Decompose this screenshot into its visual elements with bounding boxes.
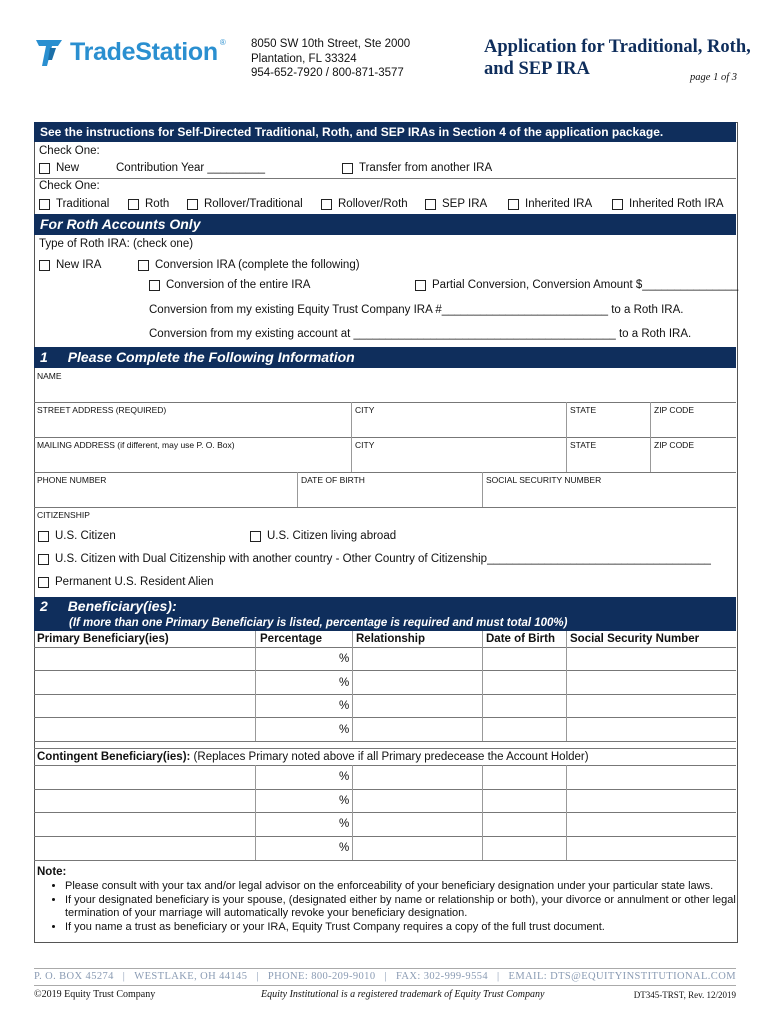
primary-percent-3[interactable]: % [339, 700, 350, 712]
note-item: • If you name a trust as beneficiary or your IRA, Equity Trust Company requires a copy of the full trust document. [65, 921, 737, 935]
section-1-heading [34, 347, 736, 368]
contingent-percent-2[interactable]: % [339, 795, 350, 807]
type-inherited-roth[interactable] [612, 198, 724, 210]
dual-citizenship-checkbox[interactable] [38, 554, 49, 565]
type-roth[interactable] [128, 198, 169, 210]
footer-sep-3: | [384, 971, 387, 982]
contingent-percent-1[interactable]: % [339, 771, 350, 783]
inherited-roth-checkbox[interactable] [612, 199, 623, 210]
contingent-label-bold: Contingent Beneficiary(ies): [37, 751, 191, 763]
footer-sep-4: | [497, 971, 500, 982]
name-field[interactable]: NAME [37, 371, 62, 381]
traditional-label: Traditional [56, 198, 110, 210]
instructions-banner: See the instructions for Self-Directed Traditional, Roth, and SEP IRAs in Section 4 of the application package. [34, 122, 736, 142]
new-ira-checkbox[interactable] [39, 260, 50, 271]
footer-sep-2: | [256, 971, 259, 982]
mailing-field[interactable]: MAILING ADDRESS (if different, may use P. O. Box) [37, 440, 235, 450]
new-option[interactable] [39, 162, 79, 174]
transfer-label: Transfer from another IRA [359, 162, 493, 174]
state-field-2[interactable]: STATE [570, 440, 597, 450]
check-one-label-1: Check One: [39, 145, 100, 157]
conversion-ira-checkbox[interactable] [138, 260, 149, 271]
traditional-checkbox[interactable] [39, 199, 50, 210]
check-one-label-2: Check One: [39, 180, 100, 192]
contingent-percent-4[interactable]: % [339, 842, 350, 854]
footer-trademark: Equity Institutional is a registered trademark of Equity Trust Company [261, 989, 545, 1000]
note-item: • If your designated beneficiary is your spouse, (designated either by name or relationship or both), your divorce or annulment or other legal termination of your marriage will automatically revoke your beneficiary designation. [65, 894, 737, 921]
page-number: page 1 of 3 [690, 72, 737, 83]
transfer-checkbox[interactable] [342, 163, 353, 174]
conversion-ira-label: Conversion IRA (complete the following) [155, 259, 360, 271]
us-citizen-label: U.S. Citizen [55, 530, 116, 542]
roth-type-label: Type of Roth IRA: (check one) [39, 238, 194, 250]
inherited-ira-label: Inherited IRA [525, 198, 593, 210]
company-address [251, 37, 410, 81]
col-primary: Primary Beneficiary(ies) [37, 633, 169, 645]
conversion-line-1[interactable]: Conversion from my existing Equity Trust Company IRA #__________________________ to a Roth IRA. [149, 304, 684, 316]
us-abroad-option[interactable] [250, 530, 396, 542]
footer-fax: FAX: 302-999-9554 [395, 971, 489, 982]
sep-ira-checkbox[interactable] [425, 199, 436, 210]
roth-label: Roth [145, 198, 170, 210]
footer-phone: PHONE: 800-209-9010 [267, 971, 376, 982]
title-line-2: and SEP IRA [484, 59, 590, 79]
resident-alien-checkbox[interactable] [38, 577, 49, 588]
contribution-year[interactable]: Contribution Year _________ [116, 162, 265, 174]
roth-conversion-ira[interactable] [138, 259, 360, 271]
footer-contact [34, 971, 736, 982]
address-line-1: 8050 SW 10th Street, Ste 2000 [251, 38, 411, 50]
conversion-entire-label: Conversion of the entire IRA [166, 279, 311, 291]
section-1-title: Please Complete the Following Information [67, 349, 355, 365]
type-traditional[interactable] [39, 198, 109, 210]
new-ira-label: New IRA [56, 259, 102, 271]
rollover-traditional-checkbox[interactable] [187, 199, 198, 210]
contingent-label [37, 751, 589, 763]
registered-mark: ® [219, 37, 226, 47]
contingent-percent-3[interactable]: % [339, 818, 350, 830]
primary-percent-2[interactable]: % [339, 677, 350, 689]
footer-po-box: P. O. BOX 45274 [34, 971, 114, 982]
us-abroad-checkbox[interactable] [250, 531, 261, 542]
resident-alien-label: Permanent U.S. Resident Alien [55, 576, 214, 588]
footer-city: WESTLAKE, OH 44145 [134, 971, 248, 982]
type-sep-ira[interactable] [425, 198, 487, 210]
section-2-title: Beneficiary(ies): [67, 598, 177, 614]
contingent-label-rest: (Replaces Primary noted above if all Primary predecease the Account Holder) [190, 751, 589, 763]
phone-numbers: 954-652-7920 / 800-871-3577 [251, 67, 404, 79]
footer-copyright: ©2019 Equity Trust Company [34, 989, 156, 1000]
conversion-line-2[interactable]: Conversion from my existing account at _________________________________________ to a Roth IRA. [149, 328, 692, 340]
title-line-1: Application for Traditional, Roth, [484, 37, 751, 57]
col-ssn: Social Security Number [570, 633, 700, 645]
roth-heading: For Roth Accounts Only [34, 214, 736, 235]
dual-citizenship-option[interactable] [38, 553, 711, 565]
dual-citizenship-label: U.S. Citizen with Dual Citizenship with another country - Other Country of Citizenship___________________________________ [55, 553, 711, 565]
section-1-number: 1 [40, 349, 48, 365]
note-item: • Please consult with your tax and/or legal advisor on the enforceability of your beneficiary designation under your particular state laws. [65, 880, 737, 894]
zip-field-1[interactable]: ZIP CODE [654, 405, 694, 415]
new-label: New [56, 162, 80, 174]
note-title: Note: [37, 866, 67, 878]
resident-alien-option[interactable] [38, 576, 214, 588]
logo [34, 36, 230, 68]
new-checkbox[interactable] [39, 163, 50, 174]
col-percentage: Percentage [260, 633, 323, 645]
transfer-option[interactable] [342, 162, 492, 174]
citizenship-label: CITIZENSHIP [37, 510, 90, 520]
footer-sep-1: | [122, 971, 126, 982]
footer-form-number: DT345-TRST, Rev. 12/2019 [633, 990, 736, 1000]
note-list [37, 880, 737, 934]
footer-email[interactable]: EMAIL: DTS@EQUITYINSTITUTIONAL.COM [508, 971, 736, 982]
primary-percent-1[interactable]: % [339, 653, 350, 665]
us-citizen-option[interactable] [38, 530, 116, 542]
col-dob: Date of Birth [486, 633, 555, 645]
ssn-field[interactable]: SOCIAL SECURITY NUMBER [486, 475, 602, 485]
section-2-heading [34, 597, 736, 631]
col-relationship: Relationship [356, 633, 426, 645]
phone-field[interactable]: PHONE NUMBER [37, 475, 107, 485]
type-inherited-ira[interactable] [508, 198, 592, 210]
section-2-number: 2 [40, 598, 48, 614]
roth-partial[interactable] [415, 279, 738, 291]
roth-conversion-entire[interactable] [149, 279, 310, 291]
sep-ira-label: SEP IRA [442, 198, 488, 210]
inherited-roth-label: Inherited Roth IRA [629, 198, 724, 210]
primary-percent-4[interactable]: % [339, 724, 350, 736]
city-field-2[interactable]: CITY [355, 440, 375, 450]
street-field[interactable]: STREET ADDRESS (REQUIRED) [37, 405, 167, 415]
city-field-1[interactable]: CITY [355, 405, 375, 415]
inherited-ira-checkbox[interactable] [508, 199, 519, 210]
zip-field-2[interactable]: ZIP CODE [654, 440, 694, 450]
dob-field[interactable]: DATE OF BIRTH [301, 475, 365, 485]
section-2-subheading: (If more than one Primary Beneficiary is listed, percentage is required and must total 100%) [69, 617, 568, 629]
rollover-traditional-label: Rollover/Traditional [204, 198, 303, 210]
roth-new-ira[interactable] [39, 259, 101, 271]
state-field-1[interactable]: STATE [570, 405, 597, 415]
partial-label: Partial Conversion, Conversion Amount $_______________ [432, 279, 739, 291]
conversion-entire-checkbox[interactable] [149, 280, 160, 291]
tradestation-logo-icon [34, 36, 64, 68]
brand-name: TradeStation [70, 37, 218, 66]
type-rollover-roth[interactable] [321, 198, 408, 210]
us-abroad-label: U.S. Citizen living abroad [267, 530, 397, 542]
rollover-roth-label: Rollover/Roth [338, 198, 408, 210]
partial-checkbox[interactable] [415, 280, 426, 291]
rollover-roth-checkbox[interactable] [321, 199, 332, 210]
roth-checkbox[interactable] [128, 199, 139, 210]
us-citizen-checkbox[interactable] [38, 531, 49, 542]
address-line-2: Plantation, FL 33324 [251, 52, 357, 65]
type-rollover-traditional[interactable] [187, 198, 303, 210]
